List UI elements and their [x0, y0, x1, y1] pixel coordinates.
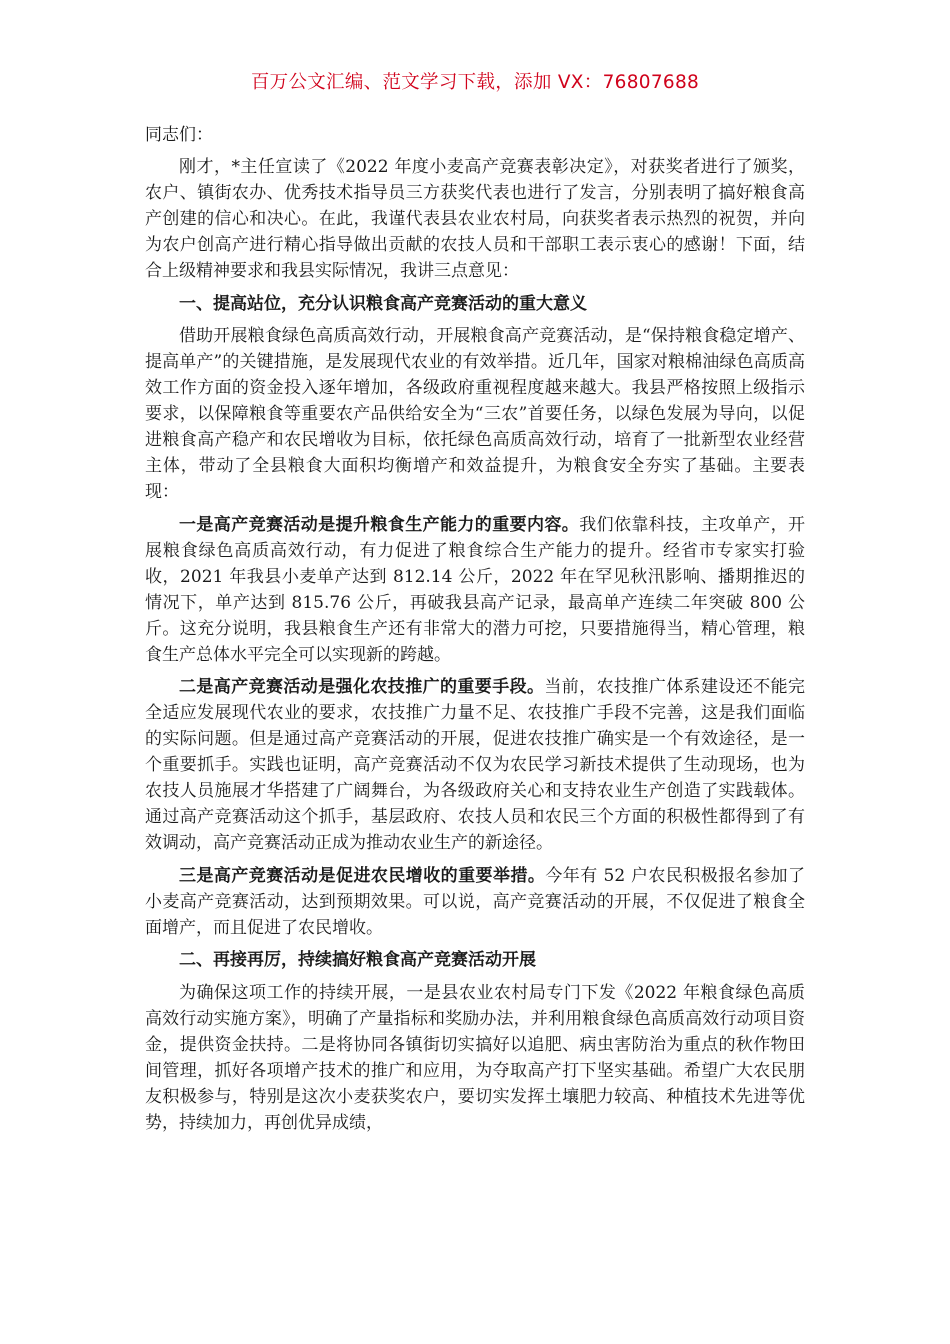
point-3-text: 今年有 52 户农民积极报名参加了小麦高产竞赛活动，达到预期效果。可以说，高产竞赛活动的开展，不仅促进了粮食全面增产，而且促进了农民增收。 [145, 865, 805, 938]
point-2-lead: 二是高产竞赛活动是强化农技推广的重要手段。 [179, 677, 545, 697]
point-1-lead: 一是高产竞赛活动是提升粮食生产能力的重要内容。 [179, 514, 580, 535]
section-1-heading: 一、提高站位，充分认识粮食高产竞赛活动的重大意义 [179, 293, 587, 314]
watermark-header: 百万公文汇编、范文学习下载，添加 VX：76807688 [250, 72, 700, 93]
point-3-paragraph [145, 863, 805, 941]
point-2-paragraph [145, 674, 805, 856]
point-3-lead: 三是高产竞赛活动是促进农民增收的重要举措。 [179, 865, 546, 886]
point-1-text: 我们依靠科技，主攻单产，开展粮食绿色高质高效行动，有力促进了粮食综合生产能力的提升。经省市专家实打验收，2021 年我县小麦单产达到 812.14 公斤，2022 年在罕见秋汛影响、播期推迟的情况下，单产达到 815.76 公斤，再破我县高产记录，最高单产连续二年突破 800 公斤。这充分说明，我县粮食生产还有非常大的潜力可挖，只要措施得当，精心管理，粮食生产总体水平完全可以实现新的跨越。 [145, 514, 806, 665]
document-body [145, 122, 805, 1142]
section-2-heading: 二、再接再厉，持续搞好粮食高产竞赛活动开展 [179, 950, 536, 970]
intro-paragraph: 刚才，*主任宣读了《2022 年度小麦高产竞赛表彰决定》，对获奖者进行了颁奖，农户、镇街农办、优秀技术指导员三方获奖代表也进行了发言，分别表明了搞好粮食高产创建的信心和决心。在此，我谨代表县农业农村局，向获奖者表示热烈的祝贺，并向为农户创高产进行精心指导做出贡献的农技人员和干部职工表示衷心的感谢！下面，结合上级精神要求和我县实际情况，我讲三点意见： [145, 157, 805, 281]
section-1-paragraph: 借助开展粮食绿色高质高效行动，开展粮食高产竞赛活动，是“保持粮食稳定增产、提高单产”的关键措施，是发展现代农业的有效举措。近几年，国家对粮棉油绿色高质高效工作方面的资金投入逐年增加，各级政府重视程度越来越大。我县严格按照上级指示要求，以保障粮食等重要农产品供给安全为“三农”首要任务，以绿色发展为导向，以促进粮食高产稳产和农民增收为目标，依托绿色高质高效行动，培育了一批新型农业经营主体，带动了全县粮食大面积均衡增产和效益提升，为粮食安全夯实了基础。主要表现： [145, 326, 805, 502]
salutation: 同志们： [145, 125, 213, 145]
section-2-paragraph: 为确保这项工作的持续开展，一是县农业农村局专门下发《2022 年粮食绿色高质高效行动实施方案》，明确了产量指标和奖励办法，并利用粮食绿色高质高效行动项目资金，提供资金扶持。二是将协同各镇街切实搞好以追肥、病虫害防治为重点的秋作物田间管理，抓好各项增产技术的推广和应用，为夺取高产打下坚实基础。希望广大农民朋友积极参与，特别是这次小麦获奖农户，要切实发挥土壤肥力较高、种植技术先进等优势，持续加力，再创优异成绩， [145, 982, 805, 1133]
point-1-paragraph [145, 512, 805, 668]
point-2-text: 当前，农技推广体系建设还不能完全适应发展现代农业的要求，农技推广力量不足、农技推广手段不完善，这是我们面临的实际问题。但是通过高产竞赛活动的开展，促进农技推广确实是一个有效途径，是一个重要抓手。实践也证明，高产竞赛活动不仅为农民学习新技术提供了生动现场，也为农技人员施展才华搭建了广阔舞台，为各级政府关心和支持农业生产创造了实践载体。通过高产竞赛活动这个抓手，基层政府、农技人员和农民三个方面的积极性都得到了有效调动，高产竞赛活动正成为推动农业生产的新途径。 [145, 677, 806, 853]
